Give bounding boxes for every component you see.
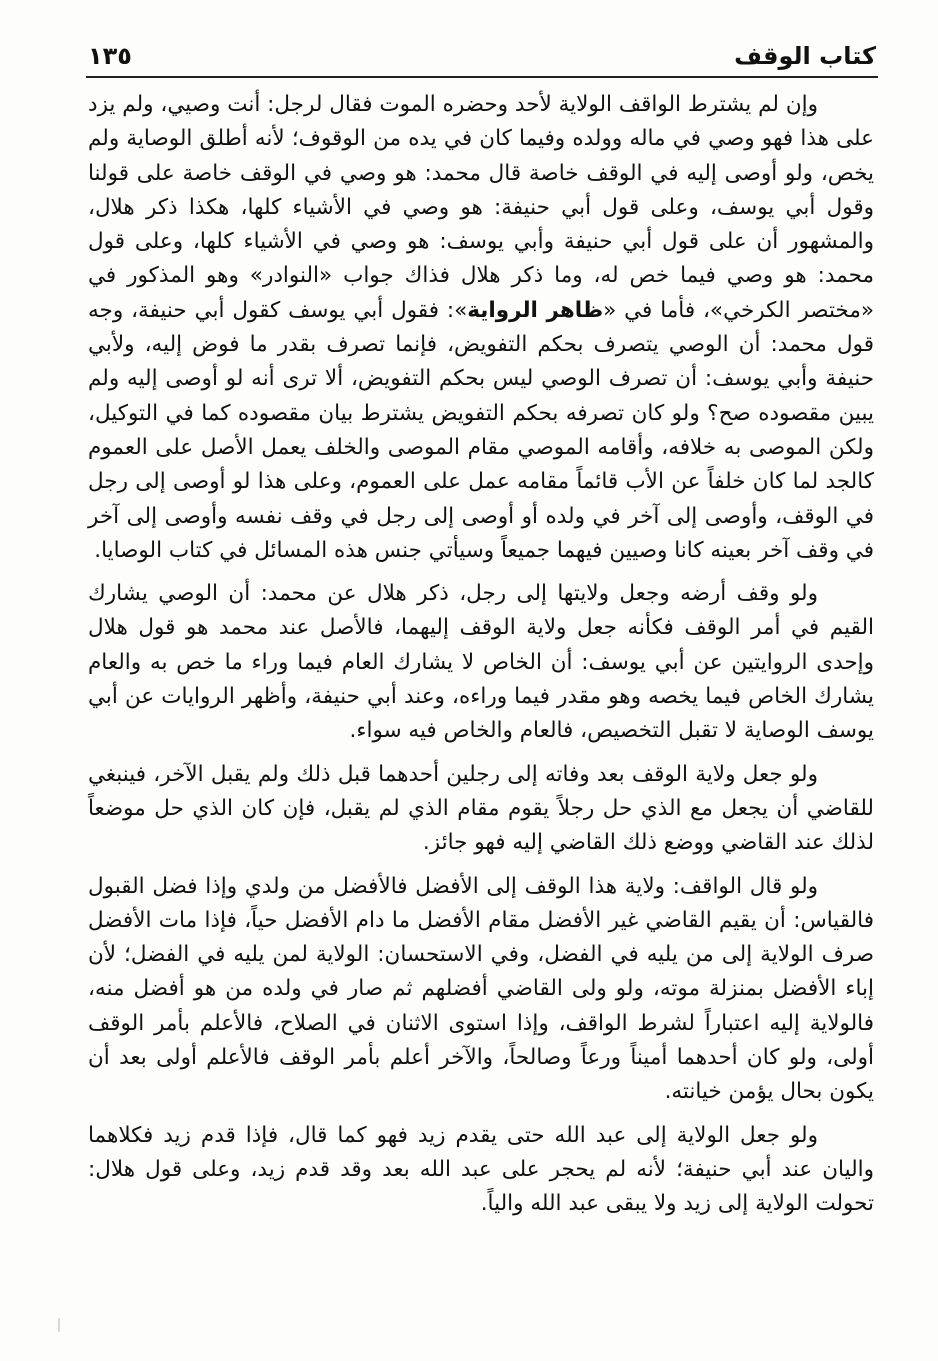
paragraph-1 <box>88 88 874 568</box>
page-number: ١٣٥ <box>88 42 132 70</box>
paragraph-1-text-a: وإن لم يشترط الواقف الولاية لأحد وحضره الموت فقال لرجل: أنت وصيي، ولم يزد على هذا فهو وصي في ماله وولده وفيما كان في يده من الوقوف؛ لأنه أطلق الوصاية ولم يخص، ولو أوصى إليه في الوقف خاصة قال محمد: هو وصي في الوقف خاصة على قولنا وقول أبي يوسف، وعلى قول أبي حنيفة: هو وصي في الأشياء كلها، هكذا ذكر هلال، والمشهور أن على قول أبي حنيفة وأبي يوسف: هو وصي في الأشياء كلها، وعلى قول محمد: هو وصي فيما خص له، وما ذكر هلال فذاك جواب «النوادر» وهو المذكور في «مختصر الكرخي»، فأما في « <box>88 92 874 323</box>
paragraph-1-text-b: »: فقول أبي يوسف كقول أبي حنيفة، وجه قول محمد: أن الوصي يتصرف بحكم التفويض، فإنما تصرف بقدر ما فوض إليه، ولأبي حنيفة وأبي يوسف: أن تصرف الوصي ليس بحكم التفويض، ألا ترى أنه لو أوصى إليه ولم يبين مقصوده صح؟ ولو كان تصرفه بحكم التفويض يشترط بيان مقصوده كما في التوكيل، ولكن الموصى به خلافه، وأقامه الموصي مقام الموصى والخلف يعمل الأصل على العموم كالجد لما كان خلفاً عن الأب قائماً مقامه عمل على العموم، وعلى هذا لو أوصى إلى رجل في الوقف، وأوصى إلى آخر في ولده أو أوصى إلى رجل في وقف نفسه وأوصى إلى آخر في وقف آخر بعينه كانا وصيين فيهما جميعاً وسيأتي جنس هذه المسائل في كتاب الوصايا. <box>88 297 874 563</box>
paragraph-3: ولو جعل ولاية الوقف بعد وفاته إلى رجلين أحدهما قبل ذلك ولم يقبل الآخر، فينبغي للقاضي أن يجعل مع الذي حل رجلاً يقوم مقام الذي لم يقبل، فإن كان الذي حل موضعاً لذلك عند القاضي ووضع ذلك القاضي إليه فهو جائز. <box>88 761 874 856</box>
running-header <box>88 30 876 70</box>
main-text <box>88 88 874 1321</box>
scan-speck <box>58 1318 60 1332</box>
zahir-al-riwaya-reference: ظاهر الرواية <box>467 297 604 323</box>
header-rule <box>86 76 878 78</box>
paragraph-4: ولو قال الواقف: ولاية هذا الوقف إلى الأفضل فالأفضل من ولدي وإذا فضل القبول فالقياس: أن يقيم القاضي غير الأفضل مقام الأفضل ما دام الأفضل حياً، فإذا مات الأفضل صرف الولاية إلى من يليه في الفضل، وفي الاستحسان: الولاية لمن يليه في الفضل؛ لأن إباء الأفضل بمنزلة موته، ولو ولى القاضي أفضلهم ثم صار في ولده من هو أفضل منه، فالولاية إليه اعتباراً لشرط الواقف، وإذا استوى الاثنان في الصلاح، فالأعلم بأمر الوقف أولى، ولو كان أحدهما أميناً ورعاً وصالحاً، والآخر أعلم بأمر الوقف فالأعلم أولى بعد أن يكون بحال يؤمن خيانته. <box>88 873 874 1105</box>
paragraph-5: ولو جعل الولاية إلى عبد الله حتى يقدم زيد فهو كما قال، فإذا قدم زيد فكلاهما واليان عند أبي حنيفة؛ لأنه لم يحجر على عبد الله بعد وقد قدم زيد، وعلى قول هلال: تحولت الولاية إلى زيد ولا يبقى عبد الله والياً. <box>88 1122 874 1217</box>
paragraph-2: ولو وقف أرضه وجعل ولايتها إلى رجل، ذكر هلال عن محمد: أن الوصي يشارك القيم في أمر الوقف فكأنه جعل ولاية الوقف إليهما، فالأصل عند محمد هو قول هلال وإحدى الروايتين عن أبي يوسف: أن الخاص لا يشارك العام فيما وراء ما خص به والعام يشارك الخاص فيما يخصه وهو مقدر فيما وراءه، وعند أبي حنيفة، وأظهر الروايات عن أبي يوسف الوصاية لا تقبل التخصيص، فالعام والخاص فيه سواء. <box>88 581 874 744</box>
chapter-title: كتاب الوقف <box>734 42 876 70</box>
